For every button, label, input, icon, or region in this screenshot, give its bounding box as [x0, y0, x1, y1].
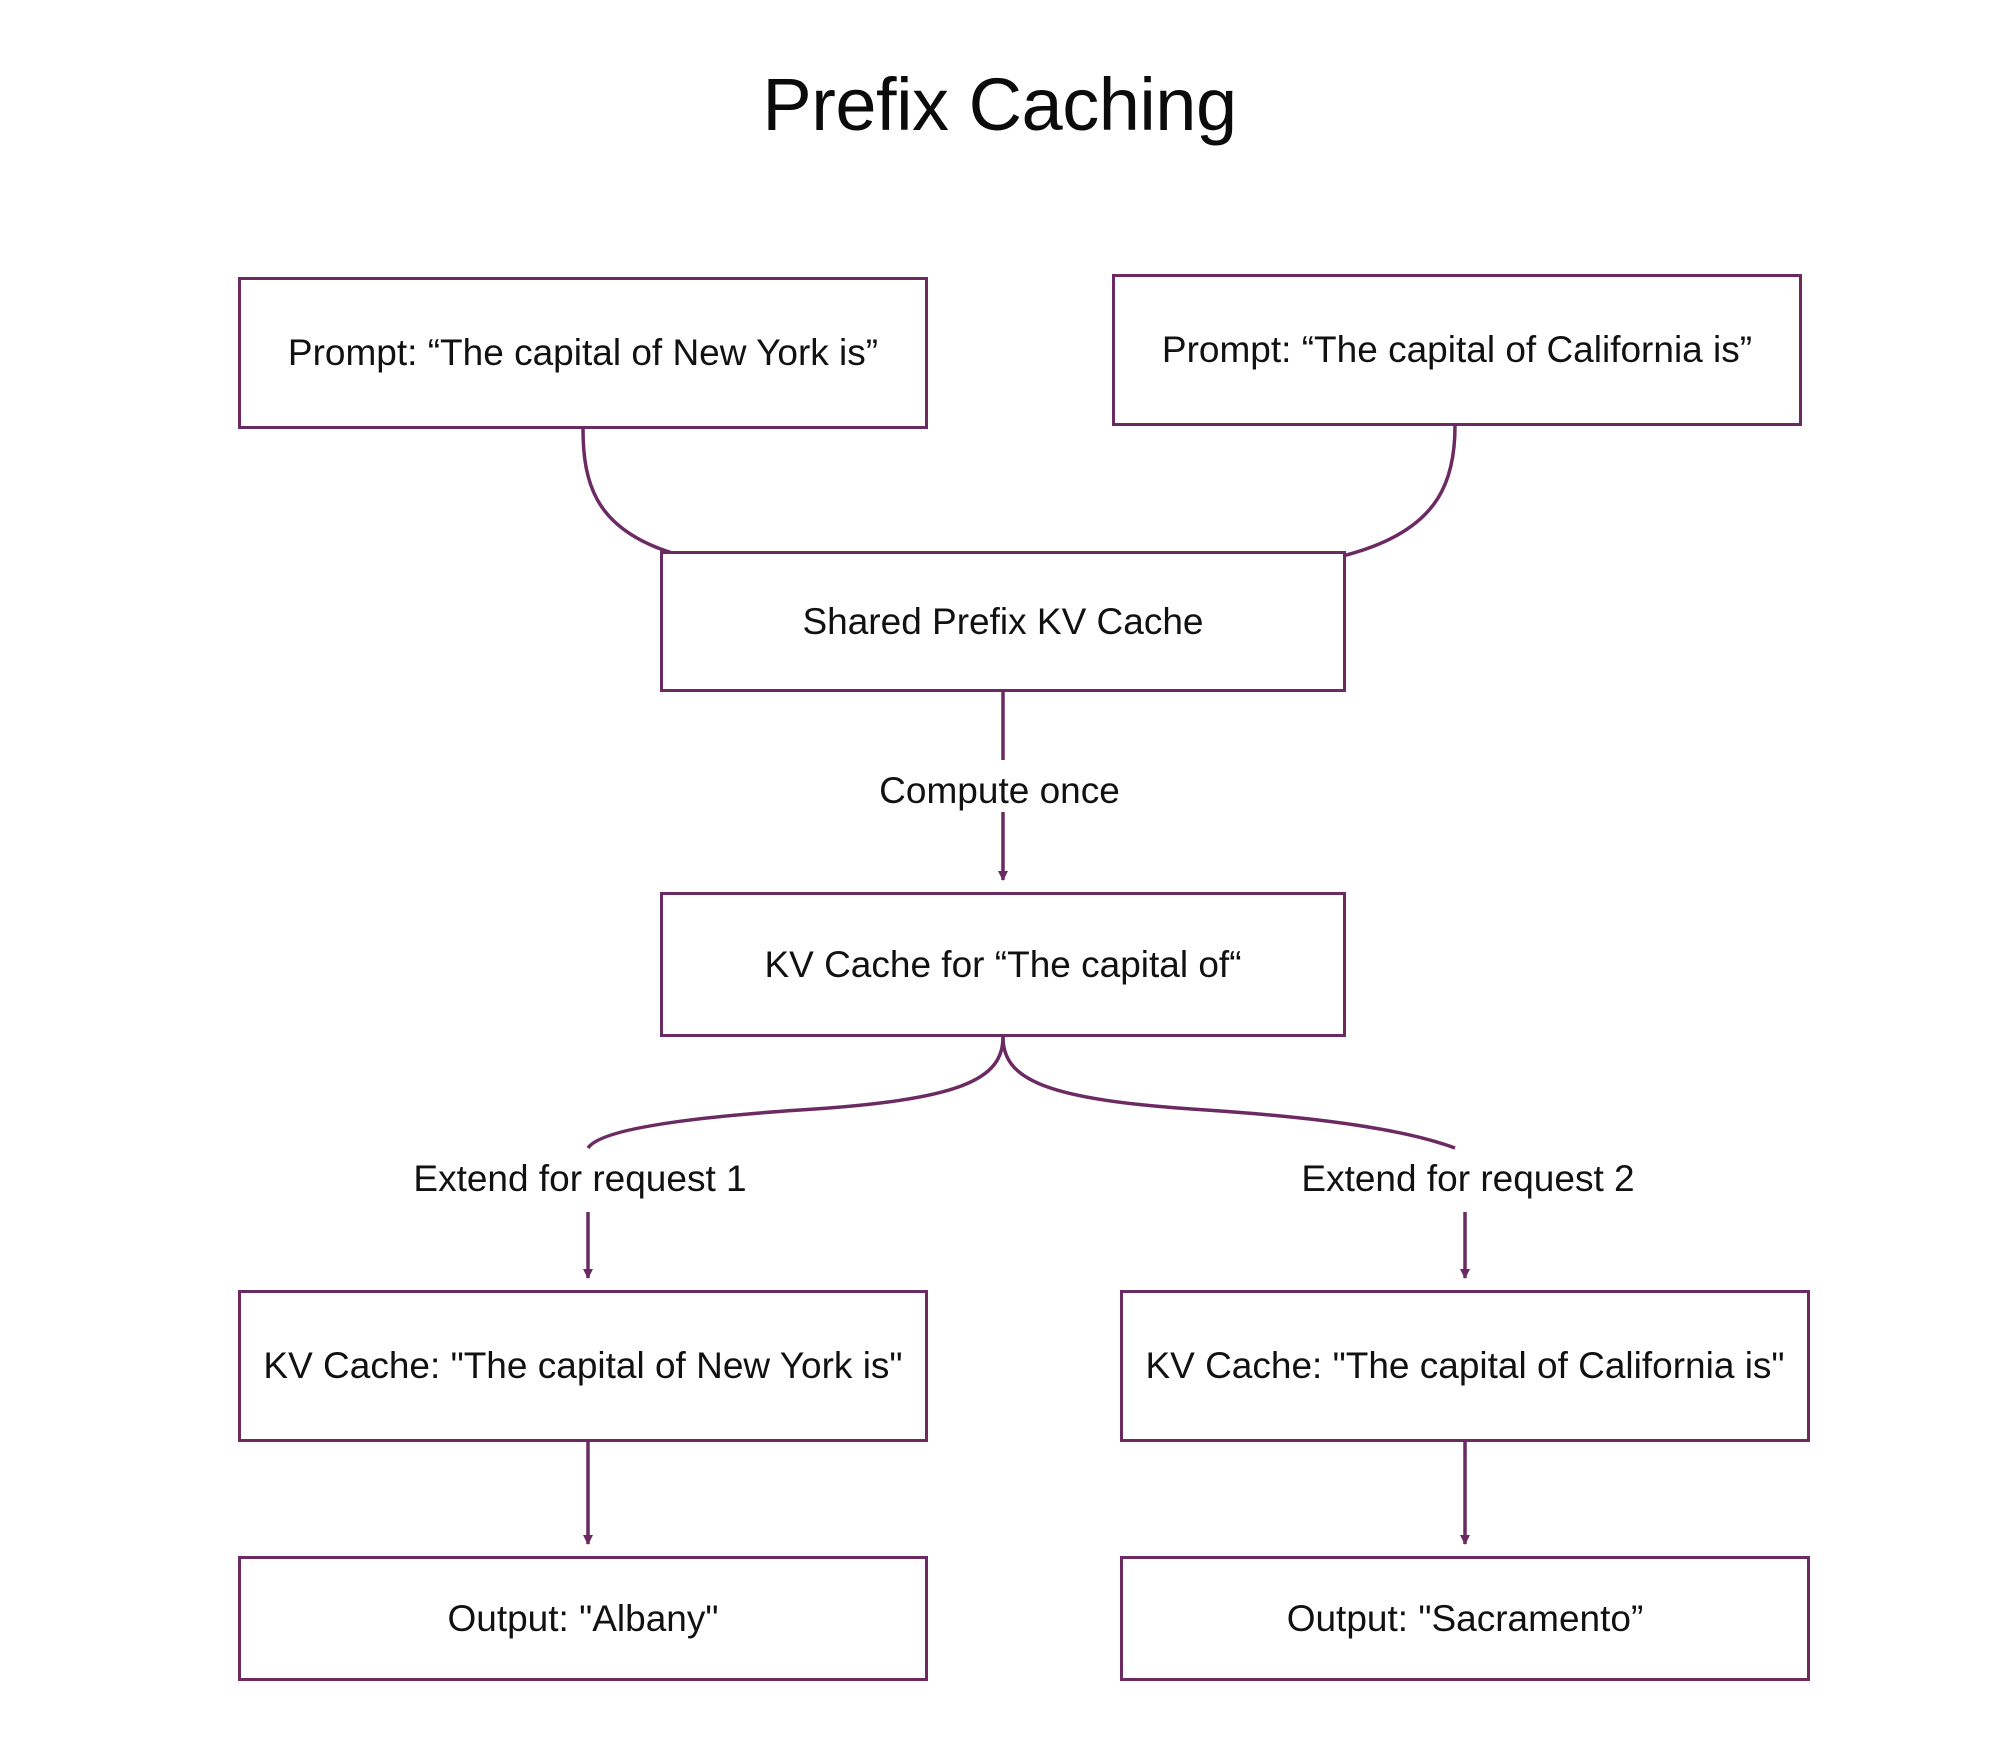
edge-label-compute-once: Compute once	[879, 770, 1120, 811]
node-output-2	[1120, 1556, 1810, 1681]
node-output-2-label: Output: "Sacramento”	[1286, 1597, 1644, 1639]
edge-label-extend-request-2: Extend for request 2	[1301, 1158, 1635, 1199]
node-output-1	[238, 1556, 928, 1681]
node-shared-prefix-kv-cache-label: Shared Prefix KV Cache	[802, 600, 1204, 642]
node-kv-cache-request-2	[1120, 1290, 1810, 1442]
node-kv-cache-request-1	[238, 1290, 928, 1442]
node-prompt-1	[238, 277, 928, 429]
node-prompt-2-label: Prompt: “The capital of California is”	[1161, 329, 1753, 371]
node-kv-cache-prefix-label: KV Cache for “The capital of“	[764, 943, 1242, 985]
node-output-1-label: Output: "Albany"	[447, 1597, 719, 1639]
node-prompt-2	[1112, 274, 1802, 426]
node-shared-prefix-kv-cache	[660, 551, 1346, 692]
page-title: Prefix Caching	[762, 63, 1237, 146]
edge-label-extend-request-1: Extend for request 1	[413, 1158, 747, 1199]
node-kv-cache-request-2-label: KV Cache: "The capital of California is"	[1145, 1345, 1785, 1387]
node-prompt-1-label: Prompt: “The capital of New York is”	[287, 332, 879, 374]
node-kv-cache-request-1-label: KV Cache: "The capital of New York is"	[263, 1345, 903, 1387]
node-kv-cache-prefix	[660, 892, 1346, 1037]
